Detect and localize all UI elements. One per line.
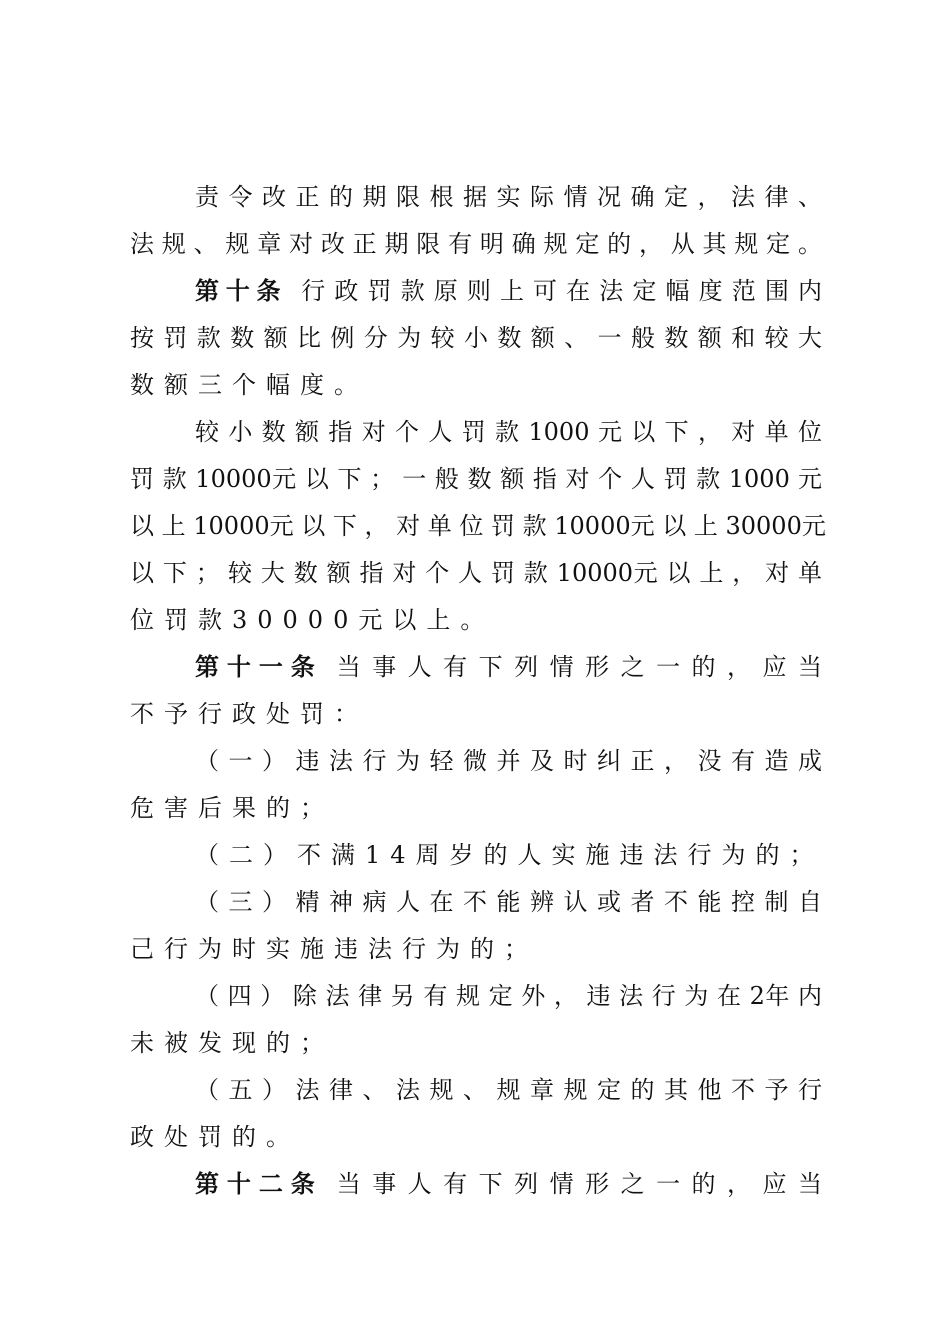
- text-line: [130, 644, 822, 691]
- line-text: 数额三个幅度。: [130, 371, 368, 399]
- text-line: [130, 268, 822, 315]
- line-text: 不予行政处罚：: [130, 700, 368, 728]
- text-line: [130, 315, 822, 362]
- line-text: （ 一 ） 违 法 行 为 轻 微 并 及 时 纠 正 ， 没 有 造 成: [195, 747, 822, 775]
- text-line: [130, 1114, 822, 1161]
- document-body: [130, 174, 826, 1208]
- article-number: 第十二条: [195, 1170, 323, 1198]
- line-text: （二）不满14周岁的人实施违法行为的；: [195, 841, 824, 869]
- text-line: [130, 1020, 822, 1067]
- text-line: [130, 973, 822, 1020]
- line-text: 己行为时实施违法行为的；: [130, 935, 538, 963]
- text-line: [130, 691, 822, 738]
- text-line: [130, 738, 822, 785]
- text-line: [130, 362, 822, 409]
- line-text: 以 上 10000元 以 下 ， 对 单 位 罚 款 10000元 以 上 30000元: [130, 512, 826, 540]
- text-line: [130, 832, 822, 879]
- line-text: 当 事 人 有 下 列 情 形 之 一 的 ， 应 当: [336, 653, 822, 681]
- line-text: 责 令 改 正 的 期 限 根 据 实 际 情 况 确 定 ， 法 律 、: [195, 183, 822, 211]
- line-text: 位罚款30000元以上。: [130, 606, 495, 634]
- line-text: （ 三 ） 精 神 病 人 在 不 能 辨 认 或 者 不 能 控 制 自: [195, 888, 822, 916]
- text-line: [130, 174, 822, 221]
- article-number: 第十一条: [195, 653, 323, 681]
- line-text: 较 小 数 额 指 对 个 人 罚 款 1000 元 以 下 ， 对 单 位: [195, 418, 822, 446]
- line-text: （ 四 ） 除 法 律 另 有 规 定 外 ， 违 法 行 为 在 2年 内: [195, 982, 822, 1010]
- line-text: 危害后果的；: [130, 794, 334, 822]
- line-text: （ 五 ） 法 律 、 法 规 、 规 章 规 定 的 其 他 不 予 行: [195, 1076, 822, 1104]
- text-line: [130, 221, 822, 268]
- line-text: 法 规 、 规 章 对 改 正 期 限 有 明 确 规 定 的 ， 从 其 规 定 。: [130, 230, 822, 258]
- text-line: [130, 503, 826, 550]
- text-line: [130, 550, 822, 597]
- text-line: [130, 409, 822, 456]
- line-text: 当 事 人 有 下 列 情 形 之 一 的 ， 应 当: [336, 1170, 822, 1198]
- text-line: [130, 597, 822, 644]
- article-number: 第十条: [195, 277, 288, 305]
- line-text: 罚 款 10000元 以 下 ； 一 般 数 额 指 对 个 人 罚 款 1000 元: [130, 465, 822, 493]
- text-line: [130, 1161, 822, 1208]
- text-line: [130, 785, 822, 832]
- line-text: 未被发现的；: [130, 1029, 334, 1057]
- text-line: [130, 456, 822, 503]
- text-line: [130, 1067, 822, 1114]
- line-text: 行 政 罚 款 原 则 上 可 在 法 定 幅 度 范 围 内: [301, 277, 822, 305]
- line-text: 按 罚 款 数 额 比 例 分 为 较 小 数 额 、 一 般 数 额 和 较 大: [130, 324, 822, 352]
- text-line: [130, 926, 822, 973]
- line-text: 政处罚的。: [130, 1123, 300, 1151]
- line-text: 以 下 ； 较 大 数 额 指 对 个 人 罚 款 10000元 以 上 ， 对 单: [130, 559, 822, 587]
- document-page: [130, 174, 826, 1208]
- text-line: [130, 879, 822, 926]
